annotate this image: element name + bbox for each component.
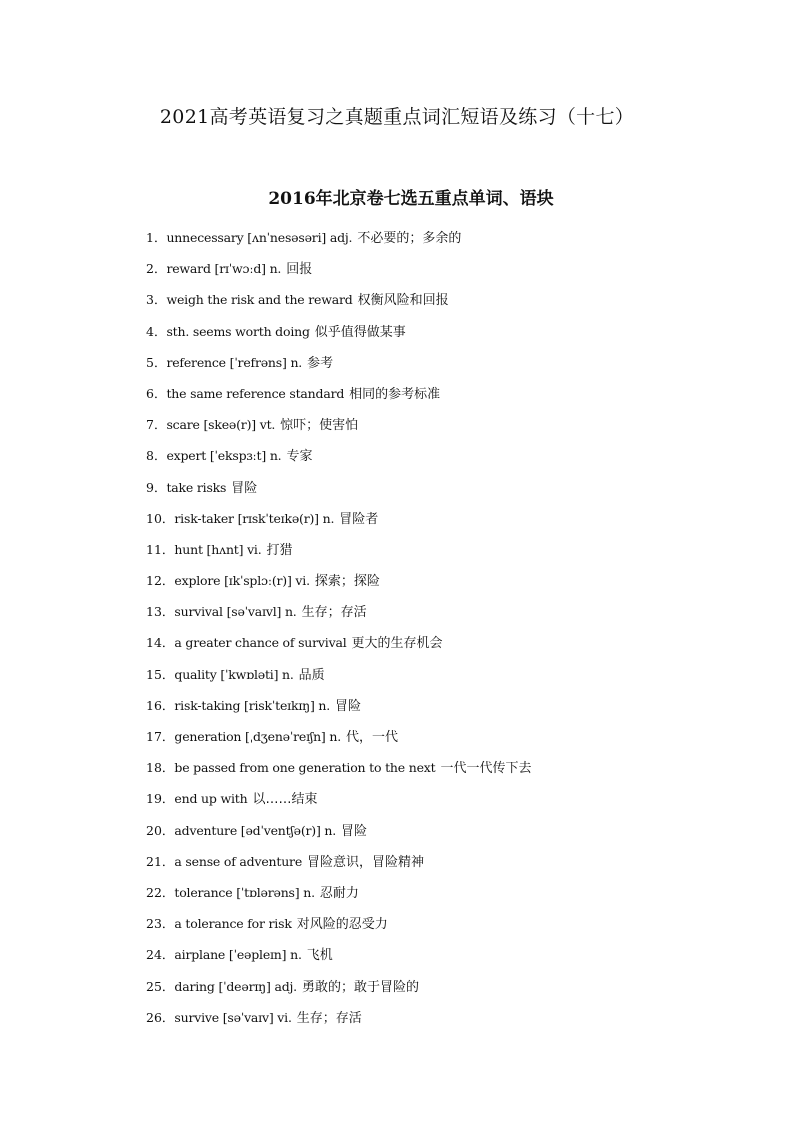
vocab-item-number: 16．: [146, 697, 175, 713]
vocab-item-term: tolerance [ˈtɒlərəns] n.: [174, 884, 315, 900]
vocab-item-meaning: 更大的生存机会: [351, 636, 443, 652]
vocab-item-number: 2．: [146, 261, 167, 277]
vocab-item-term: the same reference standard: [166, 385, 345, 401]
vocab-item-meaning: 权衡风险和回报: [357, 293, 449, 309]
vocab-item-term: end up with: [174, 791, 248, 807]
vocab-item-number: 24．: [146, 947, 175, 963]
section-title: 2016年北京卷七选五重点单词、语块: [268, 189, 554, 209]
vocab-item-term: be passed from one generation to the next: [174, 760, 436, 776]
vocab-item-term: reference [ˈrefrəns] n.: [166, 354, 303, 370]
vocab-item-number: 18．: [146, 760, 175, 776]
vocab-item-meaning: 似乎值得做某事: [314, 324, 406, 340]
vocab-item: [146, 509, 532, 540]
vocab-item-number: 7．: [146, 417, 167, 433]
vocab-item-term: generation [ˌdʒenəˈreɪʃn] n.: [174, 729, 341, 744]
vocab-item-term: a tolerance for risk: [174, 916, 292, 932]
vocab-item-number: 14．: [146, 635, 175, 651]
vocab-item-term: sth. seems worth doing: [166, 323, 310, 339]
vocab-item: [146, 290, 532, 321]
vocab-item-number: 3．: [146, 292, 167, 308]
vocab-item: [146, 571, 532, 602]
vocab-item: [146, 259, 532, 290]
vocab-item-meaning: 冒险: [335, 698, 362, 714]
vocab-item: [146, 727, 532, 758]
vocab-item-number: 6．: [146, 385, 167, 401]
vocab-item-number: 4．: [146, 323, 167, 339]
vocab-item-meaning: 相同的参考标准: [349, 386, 441, 402]
vocab-item-number: 5．: [146, 354, 167, 370]
vocab-item-term: survive [səˈvaɪv] vi.: [174, 1009, 292, 1025]
vocab-item-term: reward [rɪˈwɔːd] n.: [166, 261, 282, 277]
vocab-item-number: 21．: [146, 853, 175, 869]
vocab-item-number: 23．: [146, 916, 175, 932]
vocab-item: [146, 696, 532, 727]
vocab-item: [146, 914, 532, 945]
vocab-item-meaning: 以……结束: [252, 792, 318, 808]
vocab-item-number: 8．: [146, 448, 167, 464]
vocab-item: [146, 478, 532, 509]
vocab-item-meaning: 参考: [307, 355, 334, 371]
vocab-item-term: weigh the risk and the reward: [166, 292, 353, 308]
vocab-list: [146, 228, 532, 1039]
vocab-item-meaning: 一代一代传下去: [440, 761, 532, 777]
vocab-item-meaning: 专家: [286, 449, 313, 465]
vocab-item-number: 12．: [146, 573, 175, 589]
vocab-item-number: 13．: [146, 604, 175, 620]
vocab-item: [146, 945, 532, 976]
vocab-item-number: 1．: [146, 230, 167, 245]
vocab-item-term: daring [ˈdeərɪŋ] adj.: [174, 978, 297, 994]
vocab-item-number: 11．: [146, 541, 175, 557]
vocab-item: [146, 758, 532, 789]
vocab-item: [146, 633, 532, 664]
vocab-item: [146, 852, 532, 883]
vocab-item-meaning: 飞机: [306, 948, 333, 964]
vocab-item-number: 10．: [146, 510, 175, 526]
vocab-item-meaning: 冒险者: [339, 511, 379, 527]
vocab-item-meaning: 对风险的忍受力: [296, 917, 388, 933]
vocab-item: [146, 353, 532, 384]
vocab-item: [146, 540, 532, 571]
vocab-item-term: survival [səˈvaɪvl] n.: [174, 604, 297, 620]
vocab-item-meaning: 惊吓；使害怕: [280, 418, 359, 434]
vocab-item-term: scare [skeə(r)] vt.: [166, 417, 276, 433]
vocab-item-meaning: 探索；探险: [314, 574, 380, 590]
vocab-item: [146, 602, 532, 633]
vocab-item: [146, 883, 532, 914]
vocab-item-number: 15．: [146, 666, 175, 682]
vocab-item-term: quality [ˈkwɒləti] n.: [174, 666, 294, 682]
vocab-item-term: explore [ɪkˈsplɔː(r)] vi.: [174, 573, 310, 589]
vocab-item-term: take risks: [166, 479, 227, 495]
vocab-item-meaning: 打猎: [266, 542, 293, 558]
vocab-item-term: airplane [ˈeəpleɪn] n.: [174, 947, 302, 963]
vocab-item-term: risk-taking [riskˈteɪkɪŋ] n.: [174, 697, 331, 713]
vocab-item-number: 20．: [146, 822, 175, 838]
vocab-item-meaning: 生存；存活: [301, 605, 367, 621]
vocab-item-term: a greater chance of survival: [174, 635, 347, 651]
vocab-item-number: 17．: [146, 729, 175, 744]
vocab-item: [146, 1008, 532, 1039]
vocab-item-number: 26．: [146, 1009, 175, 1025]
vocab-item-meaning: 不必要的；多余的: [357, 231, 462, 246]
vocab-item-number: 25．: [146, 978, 175, 994]
vocab-item-meaning: 生存；存活: [296, 1010, 362, 1026]
vocab-item-number: 9．: [146, 479, 167, 495]
vocab-item-term: expert [ˈekspɜːt] n.: [166, 448, 282, 464]
document-title: 2021高考英语复习之真题重点词汇短语及练习（十七）: [159, 106, 635, 128]
vocab-item-meaning: 冒险: [341, 823, 368, 839]
vocab-item: [146, 384, 532, 415]
vocab-item-meaning: 冒险: [231, 480, 258, 496]
vocab-item: [146, 415, 532, 446]
vocab-item-term: hunt [hʌnt] vi.: [174, 541, 262, 557]
vocab-item-meaning: 勇敢的；敢于冒险的: [301, 979, 419, 995]
vocab-item-meaning: 回报: [286, 262, 313, 278]
vocab-item: [146, 446, 532, 477]
vocab-item: [146, 665, 532, 696]
vocab-item-meaning: 品质: [298, 667, 325, 683]
vocab-item-term: a sense of adventure: [174, 853, 303, 869]
vocab-item-number: 19．: [146, 791, 175, 807]
vocab-item-term: adventure [ədˈventʃə(r)] n.: [174, 822, 337, 838]
vocab-item-term: unnecessary [ʌnˈnesəsəri] adj.: [166, 230, 353, 245]
vocab-item-term: risk-taker [rɪskˈteɪkə(r)] n.: [174, 510, 335, 526]
vocab-item-meaning: 冒险意识，冒险精神: [307, 854, 425, 870]
vocab-item: [146, 228, 532, 259]
vocab-item: [146, 789, 532, 820]
vocab-item-meaning: 代，一代: [346, 730, 399, 745]
vocab-item-number: 22．: [146, 884, 175, 900]
vocab-item: [146, 322, 532, 353]
vocab-item: [146, 821, 532, 852]
vocab-item-meaning: 忍耐力: [319, 885, 359, 901]
vocab-item: [146, 977, 532, 1008]
